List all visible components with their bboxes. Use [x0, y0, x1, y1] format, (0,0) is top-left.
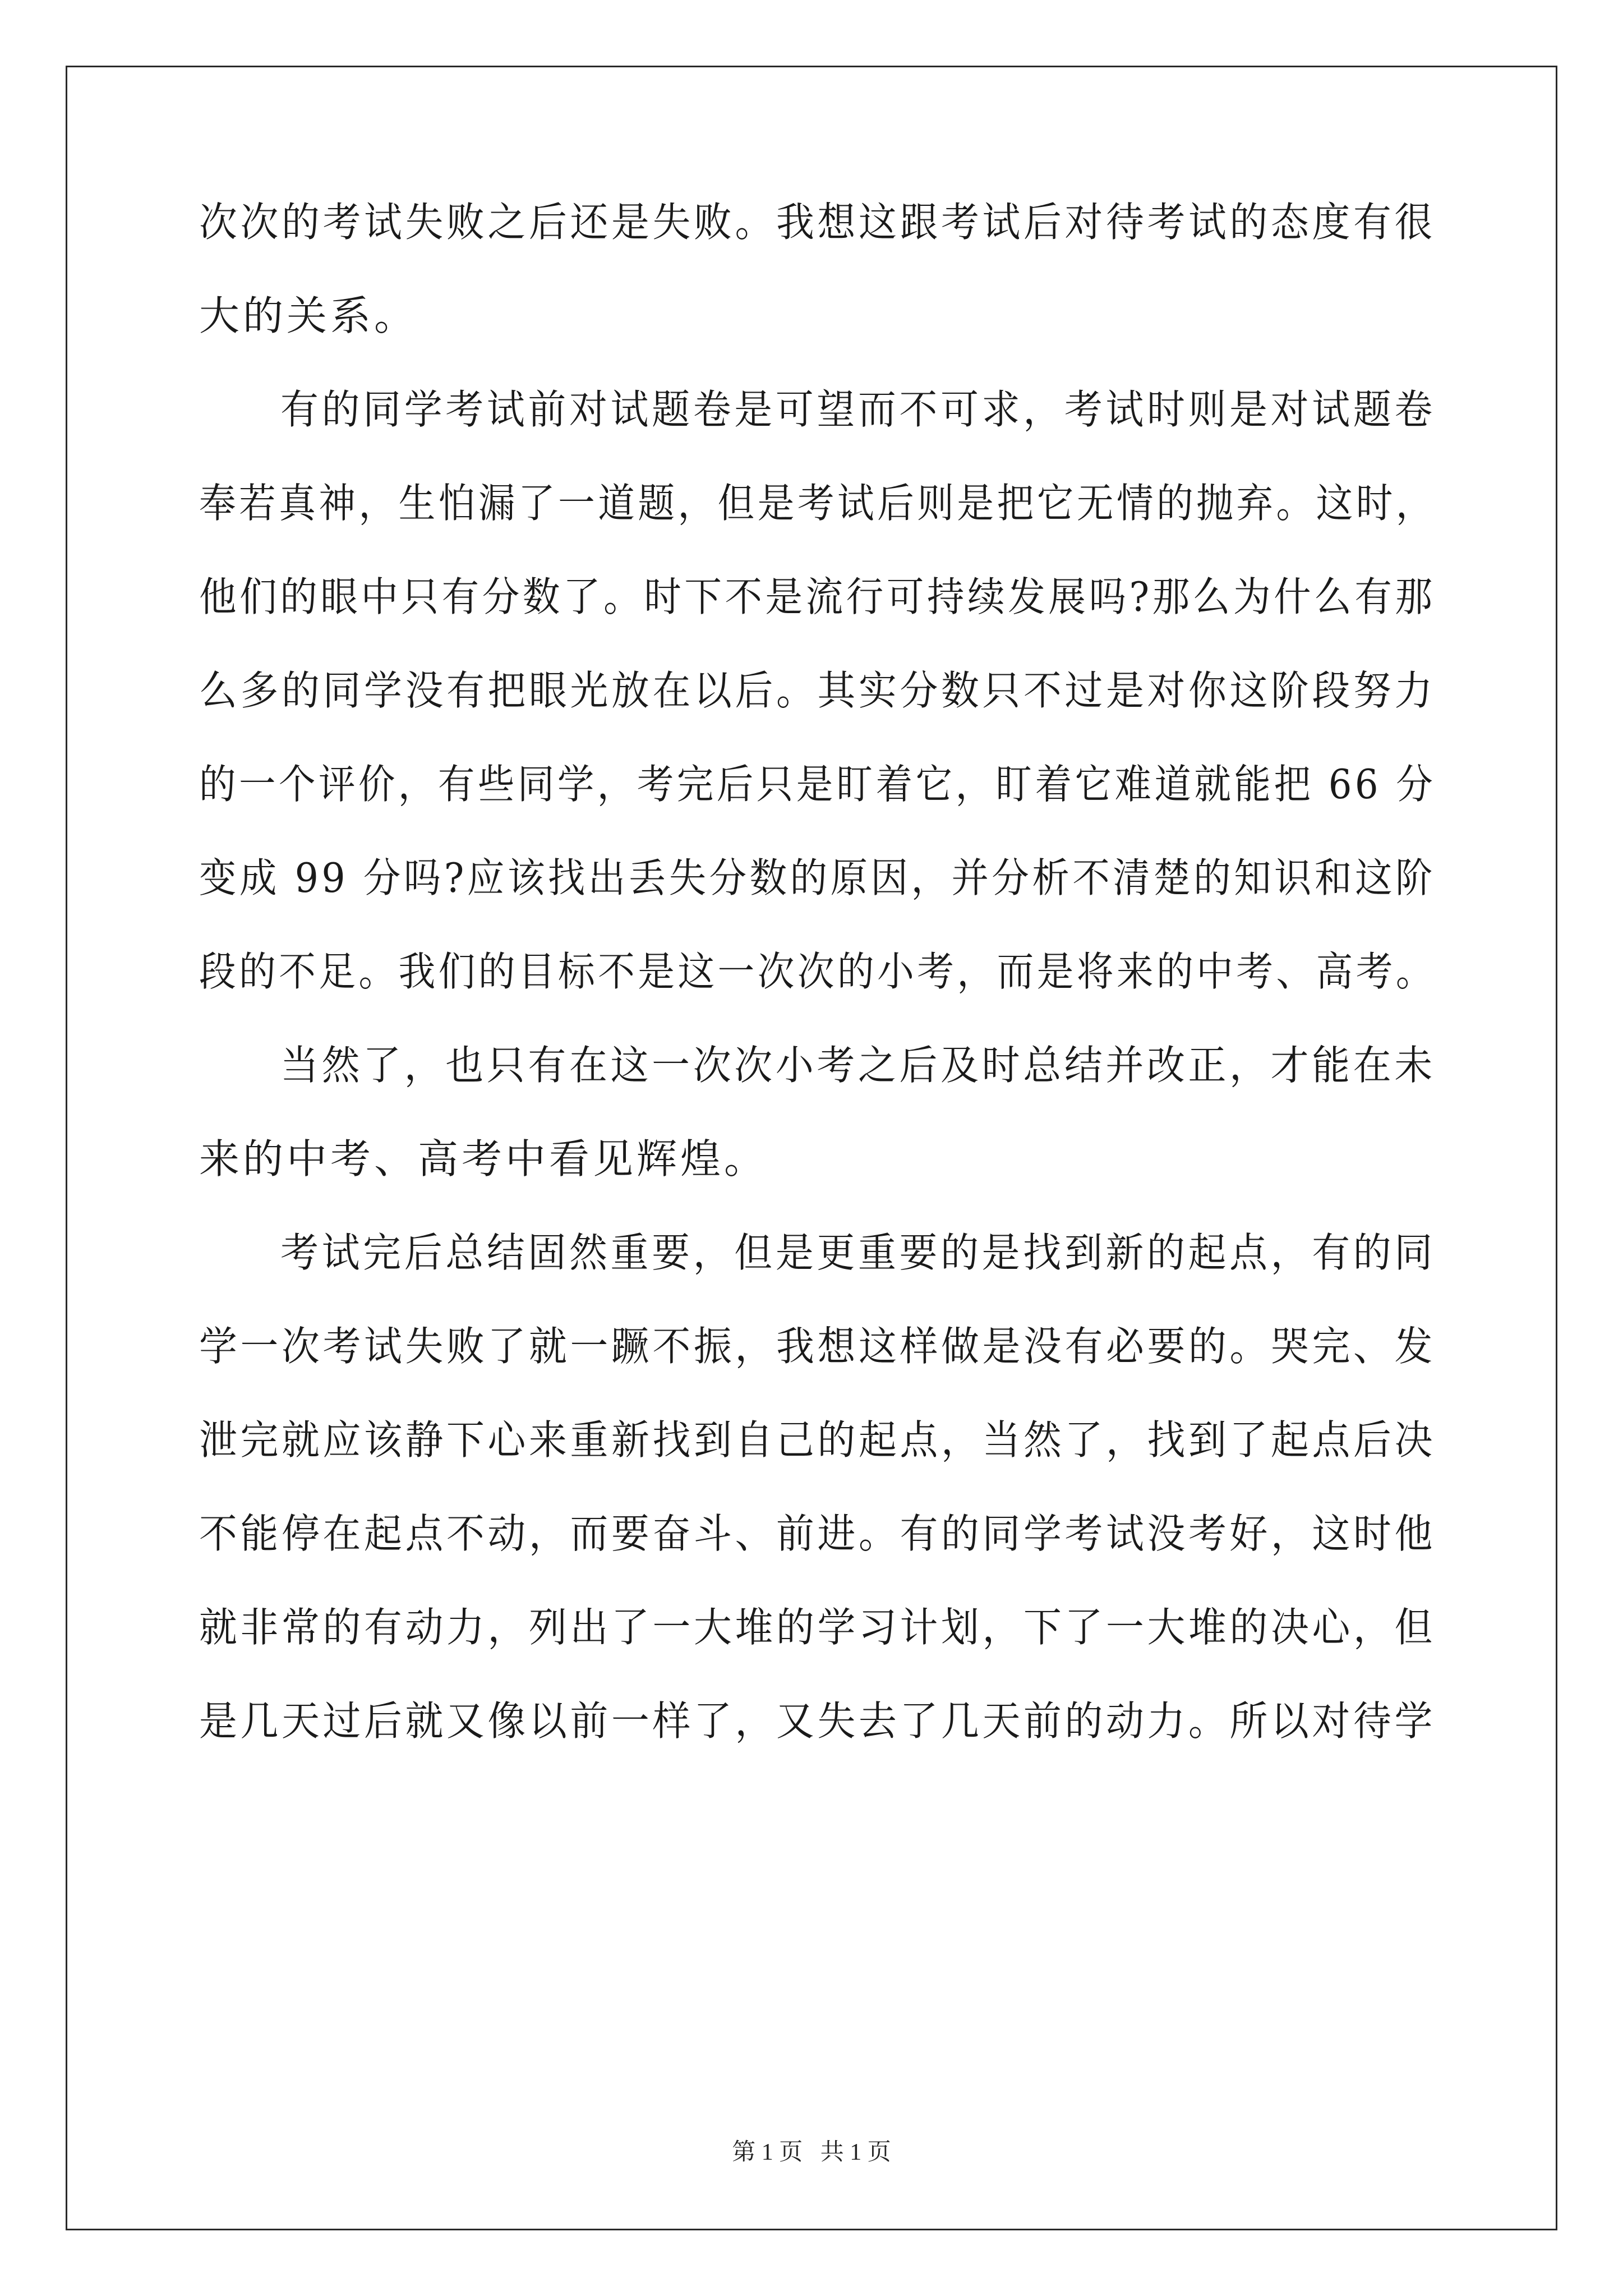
text-line: 就非常的有动力，列出了一大堆的学习计划，下了一大堆的决心，但 [199, 1604, 1436, 1651]
text-line: 泄完就应该静下心来重新找到自己的起点，当然了，找到了起点后决 [199, 1416, 1436, 1464]
text-line: 奉若真神，生怕漏了一道题，但是考试后则是把它无情的抛弃。这时， [199, 480, 1436, 527]
text-line: 变成 99 分吗?应该找出丢失分数的原因，并分析不清楚的知识和这阶 [199, 854, 1436, 901]
paragraph-start-line: 考试完后总结固然重要，但是更重要的是找到新的起点，有的同 [280, 1229, 1436, 1276]
paragraph-start-line: 当然了，也只有在这一次次小考之后及时总结并改正，才能在未 [280, 1042, 1436, 1089]
text-line: 来的中考、高考中看见辉煌。 [199, 1135, 768, 1182]
text-line: 是几天过后就又像以前一样了，又失去了几天前的动力。所以对待学 [199, 1697, 1436, 1745]
text-line: 学一次考试失败了就一蹶不振，我想这样做是没有必要的。哭完、发 [199, 1323, 1436, 1370]
text-line: 么多的同学没有把眼光放在以后。其实分数只不过是对你这阶段努力 [199, 667, 1436, 714]
text-line: 大的关系。 [199, 292, 418, 339]
paragraph-start-line: 有的同学考试前对试题卷是可望而不可求，考试时则是对试题卷 [280, 386, 1436, 433]
text-line: 的一个评价，有些同学，考完后只是盯着它，盯着它难道就能把 66 分 [199, 761, 1436, 808]
text-line: 段的不足。我们的目标不是这一次次的小考，而是将来的中考、高考。 [199, 948, 1436, 995]
text-line: 次次的考试失败之后还是失败。我想这跟考试后对待考试的态度有很 [199, 199, 1436, 246]
text-line: 不能停在起点不动，而要奋斗、前进。有的同学考试没考好，这时他 [199, 1510, 1436, 1557]
page-number-footer: 第 1 页 共 1 页 [732, 2139, 891, 2165]
text-line: 他们的眼中只有分数了。时下不是流行可持续发展吗?那么为什么有那 [199, 573, 1436, 620]
